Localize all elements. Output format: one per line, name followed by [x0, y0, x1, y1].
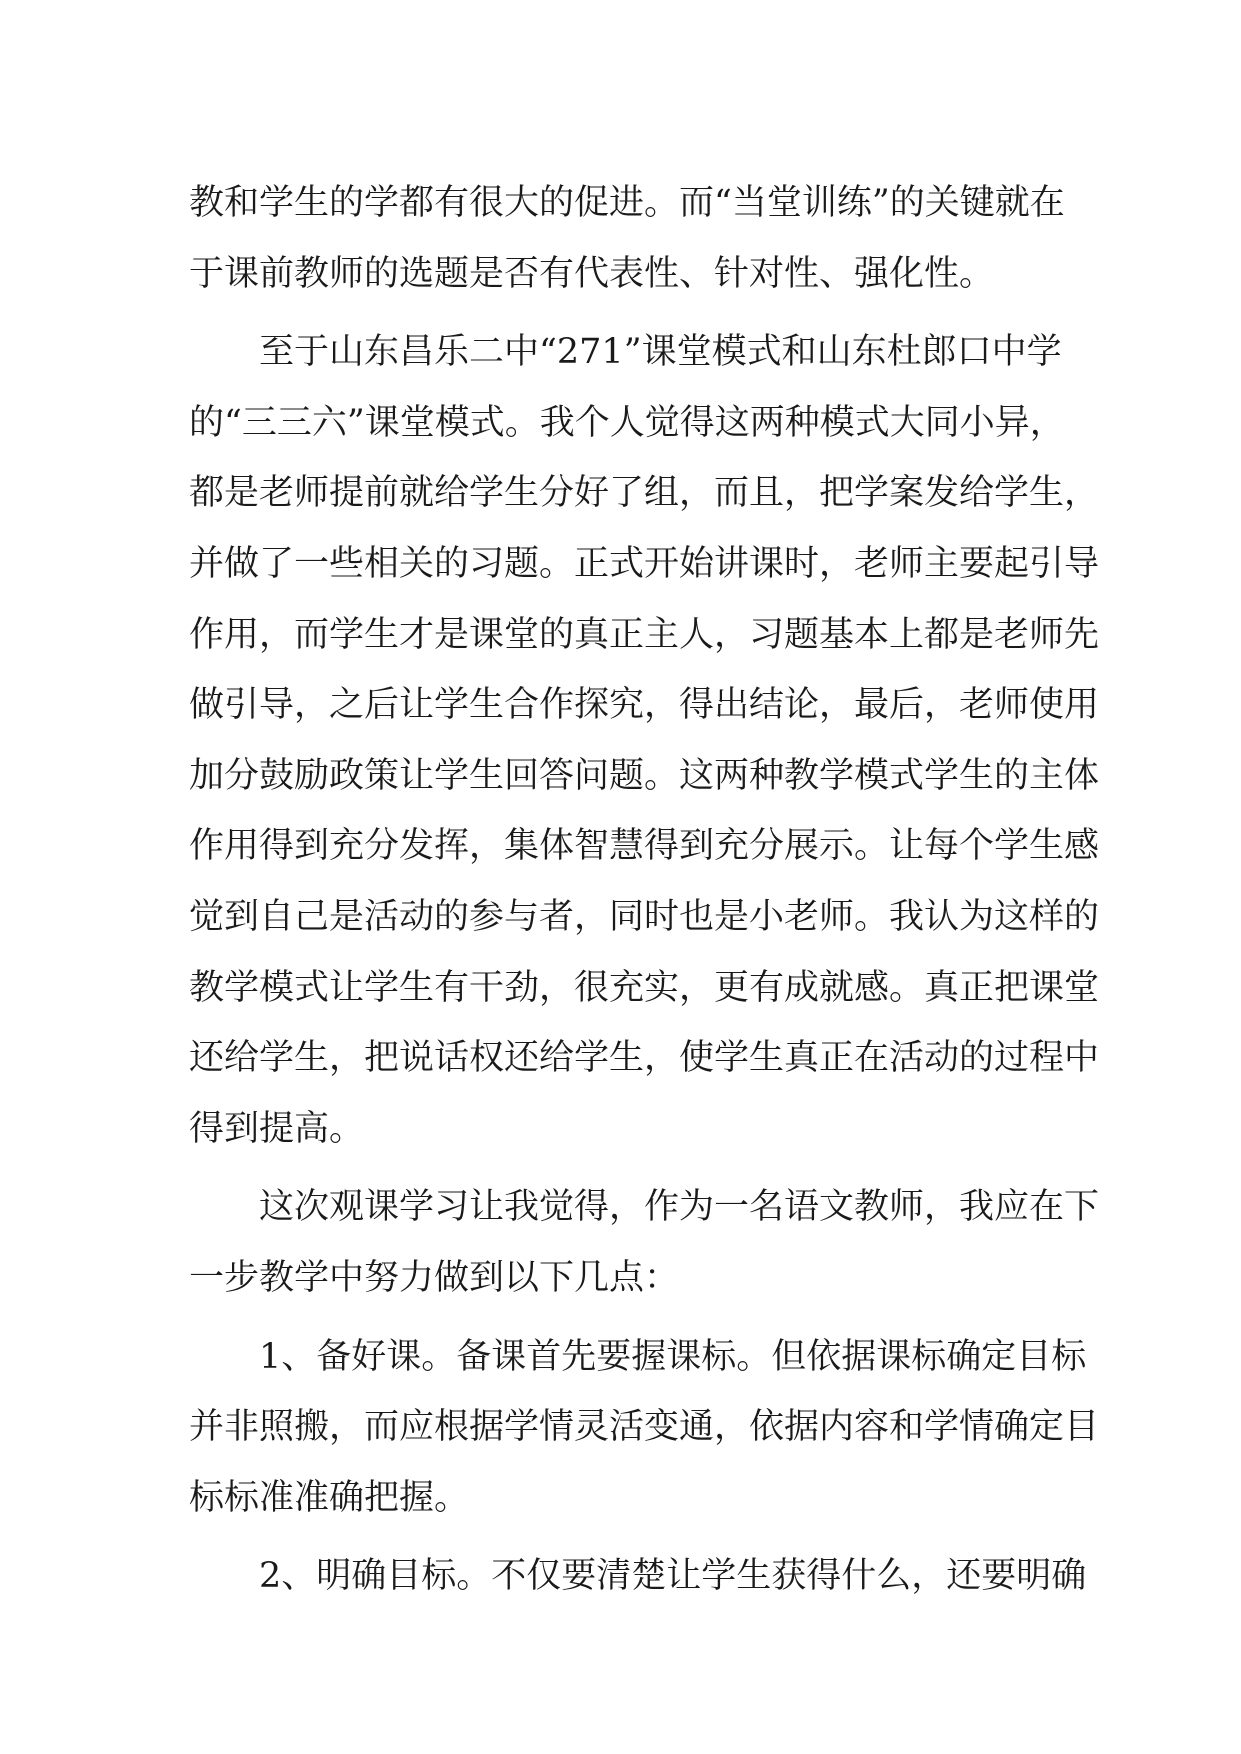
text-line: 的“三三六”课堂模式。我个人觉得这两种模式大同小异，: [189, 402, 1065, 443]
paragraph: [189, 1172, 1100, 1313]
text-line: 做引导，之后让学生合作探究，得出结论，最后，老师使用: [189, 685, 1100, 726]
paragraph: [189, 168, 1065, 309]
text-line: 作用得到充分发挥，集体智慧得到充分展示。让每个学生感: [189, 826, 1100, 867]
text-line: 加分鼓励政策让学生回答问题。这两种教学模式学生的主体: [189, 755, 1100, 796]
text-line: 教学模式让学生有干劲，很充实，更有成就感。真正把课堂: [189, 967, 1100, 1008]
text-line: 1、备好课。备课首先要握课标。但依据课标确定目标: [259, 1336, 1087, 1377]
text-line: 2、明确目标。不仅要清楚让学生获得什么，还要明确: [259, 1556, 1087, 1597]
text-line: 这次观课学习让我觉得，作为一名语文教师，我应在下: [259, 1187, 1100, 1228]
text-line: 并非照搬，而应根据学情灵活变通，依据内容和学情确定目: [189, 1407, 1100, 1448]
paragraph: [189, 1541, 1087, 1612]
text-line: 标标准准确把握。: [189, 1477, 470, 1518]
document-body: [189, 168, 1100, 1612]
text-line: 一步教学中努力做到以下几点：: [189, 1257, 680, 1298]
paragraph: [189, 1322, 1100, 1534]
text-line: 还给学生，把说话权还给学生，使学生真正在活动的过程中: [189, 1038, 1100, 1079]
text-line: 得到提高。: [189, 1108, 365, 1149]
text-line: 于课前教师的选题是否有代表性、针对性、强化性。: [189, 253, 995, 294]
paragraph: [189, 317, 1100, 1164]
text-line: 作用，而学生才是课堂的真正主人，习题基本上都是老师先: [189, 614, 1100, 655]
text-line: 教和学生的学都有很大的促进。而“当堂训练”的关键就在: [189, 183, 1065, 223]
text-line: 至于山东昌乐二中“271”课堂模式和山东杜郎口中学: [259, 332, 1062, 373]
text-line: 并做了一些相关的习题。正式开始讲课时，老师主要起引导: [189, 543, 1100, 584]
text-line: 都是老师提前就给学生分好了组，而且，把学案发给学生，: [189, 473, 1100, 514]
text-line: 觉到自己是活动的参与者，同时也是小老师。我认为这样的: [189, 896, 1100, 937]
